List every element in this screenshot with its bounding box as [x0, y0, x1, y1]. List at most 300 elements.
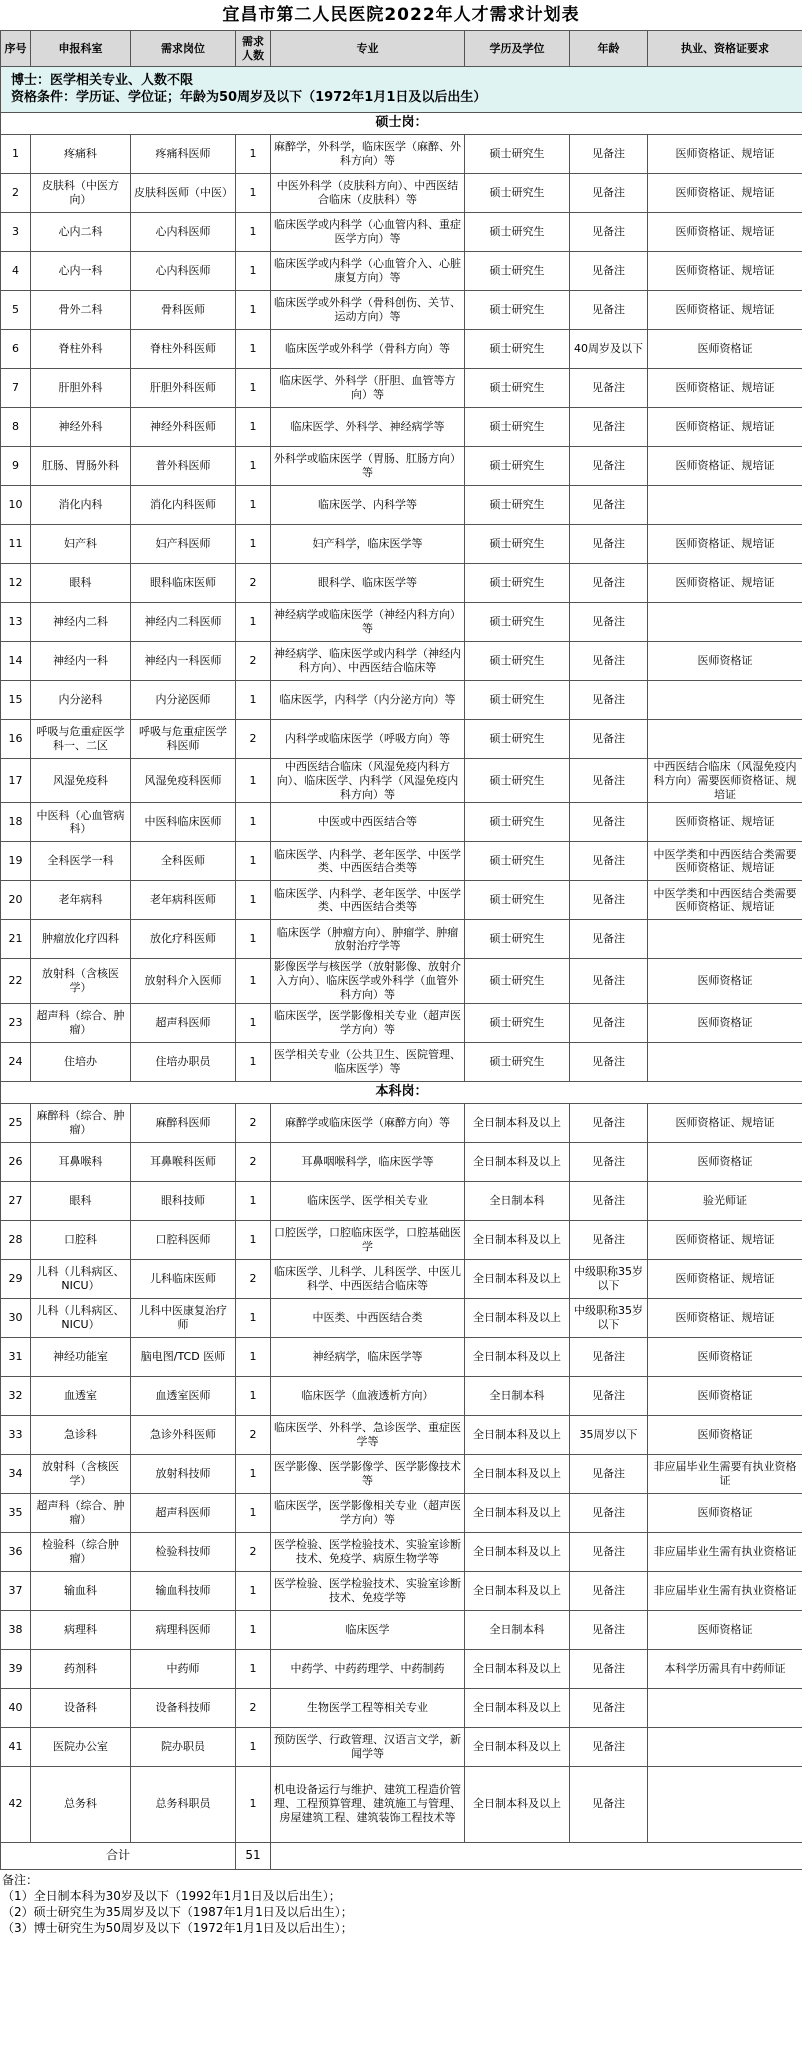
- cell-department: 肿瘤放化疗四科: [31, 920, 131, 959]
- cell-department: 眼科: [31, 1181, 131, 1220]
- table-row: [1, 1103, 802, 1142]
- total-label: 合计: [1, 1842, 236, 1869]
- cell-education: 全日制本科及以上: [465, 1103, 570, 1142]
- section-bachelor-label: 本科岗：: [1, 1081, 802, 1103]
- cell-department: 急诊科: [31, 1415, 131, 1454]
- table-row: [1, 1376, 802, 1415]
- cell-no: 14: [1, 642, 31, 681]
- cell-major: 外科学或临床医学（胃肠、肛肠方向）等: [271, 447, 465, 486]
- cell-position: 设备科技师: [131, 1688, 236, 1727]
- cell-major: 中药学、中药药理学、中药制药: [271, 1649, 465, 1688]
- cell-no: 35: [1, 1493, 31, 1532]
- cell-age: 见备注: [570, 1688, 648, 1727]
- cell-age: 见备注: [570, 1181, 648, 1220]
- cell-age: 35周岁以下: [570, 1415, 648, 1454]
- cell-major: 医学影像、医学影像学、医学影像技术等: [271, 1454, 465, 1493]
- cell-age: 见备注: [570, 135, 648, 174]
- cell-count: 1: [236, 842, 271, 881]
- cell-education: 全日制本科及以上: [465, 1493, 570, 1532]
- cell-certificate: 中西医结合临床（风湿免疫内科方向）需要医师资格证、规培证: [648, 759, 802, 803]
- cell-department: 疼痛科: [31, 135, 131, 174]
- cell-count: 2: [236, 1142, 271, 1181]
- cell-education: 硕士研究生: [465, 291, 570, 330]
- cell-no: 16: [1, 720, 31, 759]
- cell-age: 见备注: [570, 920, 648, 959]
- cell-department: 脊柱外科: [31, 330, 131, 369]
- cell-certificate: 医师资格证: [648, 1610, 802, 1649]
- cell-department: 口腔科: [31, 1220, 131, 1259]
- cell-education: 硕士研究生: [465, 330, 570, 369]
- header-age: 年龄: [570, 31, 648, 67]
- table-row: [1, 1688, 802, 1727]
- cell-age: 见备注: [570, 1610, 648, 1649]
- cell-major: 影像医学与核医学（放射影像、放射介入方向）、临床医学或外科学（血管外科方向）等: [271, 959, 465, 1003]
- cell-certificate: 医师资格证、规培证: [648, 525, 802, 564]
- cell-education: 硕士研究生: [465, 135, 570, 174]
- cell-department: 妇产科: [31, 525, 131, 564]
- cell-count: 1: [236, 369, 271, 408]
- cell-age: 见备注: [570, 720, 648, 759]
- cell-count: 2: [236, 642, 271, 681]
- cell-education: 硕士研究生: [465, 881, 570, 920]
- cell-no: 2: [1, 174, 31, 213]
- cell-major: 临床医学、内科学、老年医学、中医学类、中西医结合类等: [271, 842, 465, 881]
- cell-age: 见备注: [570, 959, 648, 1003]
- cell-no: 17: [1, 759, 31, 803]
- cell-count: 1: [236, 1298, 271, 1337]
- cell-department: 血透室: [31, 1376, 131, 1415]
- cell-department: 检验科（综合肿瘤）: [31, 1532, 131, 1571]
- cell-education: 全日制本科及以上: [465, 1688, 570, 1727]
- header-major: 专业: [271, 31, 465, 67]
- cell-age: 见备注: [570, 1376, 648, 1415]
- cell-major: 临床医学或内科学（心血管介入、心脏康复方向）等: [271, 252, 465, 291]
- cell-department: 全科医学一科: [31, 842, 131, 881]
- cell-no: 8: [1, 408, 31, 447]
- cell-no: 40: [1, 1688, 31, 1727]
- cell-no: 41: [1, 1727, 31, 1766]
- note-1: （1）全日制本科为30岁及以下（1992年1月1日及以后出生）；: [2, 1888, 341, 1903]
- cell-department: 内分泌科: [31, 681, 131, 720]
- cell-no: 6: [1, 330, 31, 369]
- notes-heading: 备注：: [2, 1872, 39, 1887]
- cell-certificate: 医师资格证: [648, 1337, 802, 1376]
- cell-no: 36: [1, 1532, 31, 1571]
- cell-count: 1: [236, 1610, 271, 1649]
- table-row: [1, 1610, 802, 1649]
- cell-count: 2: [236, 564, 271, 603]
- cell-position: 神经内二科医师: [131, 603, 236, 642]
- cell-count: 2: [236, 1259, 271, 1298]
- cell-major: 临床医学、内科学等: [271, 486, 465, 525]
- table-row: [1, 291, 802, 330]
- cell-education: 全日制本科及以上: [465, 1142, 570, 1181]
- header-count: 需求人数: [236, 31, 271, 67]
- table-row: [1, 720, 802, 759]
- table-row: [1, 447, 802, 486]
- cell-department: 神经外科: [31, 408, 131, 447]
- cell-count: 2: [236, 1688, 271, 1727]
- cell-major: 神经病学或临床医学（神经内科方向）等: [271, 603, 465, 642]
- cell-age: 见备注: [570, 803, 648, 842]
- cell-position: 肝胆外科医师: [131, 369, 236, 408]
- cell-department: 心内一科: [31, 252, 131, 291]
- cell-department: 老年病科: [31, 881, 131, 920]
- cell-certificate: [648, 1042, 802, 1081]
- cell-education: 全日制本科及以上: [465, 1259, 570, 1298]
- table-row: [1, 1298, 802, 1337]
- cell-count: 1: [236, 959, 271, 1003]
- cell-age: 见备注: [570, 564, 648, 603]
- cell-no: 19: [1, 842, 31, 881]
- cell-age: 见备注: [570, 525, 648, 564]
- cell-no: 9: [1, 447, 31, 486]
- table-row: [1, 486, 802, 525]
- cell-age: 40周岁及以下: [570, 330, 648, 369]
- cell-age: 见备注: [570, 1337, 648, 1376]
- cell-position: 急诊外科医师: [131, 1415, 236, 1454]
- table-row: [1, 959, 802, 1003]
- cell-certificate: [648, 1688, 802, 1727]
- cell-certificate: 验光师证: [648, 1181, 802, 1220]
- cell-no: 34: [1, 1454, 31, 1493]
- talent-demand-table: [0, 30, 802, 1870]
- cell-position: 风湿免疫科医师: [131, 759, 236, 803]
- cell-age: 见备注: [570, 1220, 648, 1259]
- table-row: [1, 1259, 802, 1298]
- cell-department: 儿科（儿科病区、NICU）: [31, 1298, 131, 1337]
- cell-certificate: [648, 603, 802, 642]
- cell-no: 5: [1, 291, 31, 330]
- cell-department: 儿科（儿科病区、NICU）: [31, 1259, 131, 1298]
- cell-major: 临床医学、内科学、老年医学、中医学类、中西医结合类等: [271, 881, 465, 920]
- cell-major: 临床医学、医学相关专业: [271, 1181, 465, 1220]
- cell-department: 药剂科: [31, 1649, 131, 1688]
- cell-count: 1: [236, 1571, 271, 1610]
- cell-department: 总务科: [31, 1766, 131, 1842]
- cell-certificate: [648, 486, 802, 525]
- cell-age: 见备注: [570, 1649, 648, 1688]
- cell-certificate: 医师资格证、规培证: [648, 174, 802, 213]
- table-row: [1, 135, 802, 174]
- cell-count: 1: [236, 1337, 271, 1376]
- cell-major: 医学检验、医学检验技术、实验室诊断技术、免疫学、病原生物学等: [271, 1532, 465, 1571]
- cell-count: 2: [236, 1532, 271, 1571]
- cell-age: 见备注: [570, 881, 648, 920]
- cell-age: 见备注: [570, 174, 648, 213]
- cell-position: 心内科医师: [131, 213, 236, 252]
- cell-no: 33: [1, 1415, 31, 1454]
- cell-major: 麻醉学或临床医学（麻醉方向）等: [271, 1103, 465, 1142]
- cell-age: 见备注: [570, 291, 648, 330]
- cell-education: 硕士研究生: [465, 252, 570, 291]
- cell-major: 生物医学工程等相关专业: [271, 1688, 465, 1727]
- cell-department: 住培办: [31, 1042, 131, 1081]
- table-header-row: [1, 31, 802, 67]
- cell-position: 口腔科医师: [131, 1220, 236, 1259]
- cell-major: 临床医学，医学影像相关专业（超声医学方向）等: [271, 1493, 465, 1532]
- cell-major: 临床医学或外科学（骨科方向）等: [271, 330, 465, 369]
- cell-major: 临床医学: [271, 1610, 465, 1649]
- table-row: [1, 1042, 802, 1081]
- cell-major: 临床医学（血液透析方向）: [271, 1376, 465, 1415]
- cell-count: 1: [236, 1454, 271, 1493]
- cell-major: 中医类、中西医结合类: [271, 1298, 465, 1337]
- cell-position: 疼痛科医师: [131, 135, 236, 174]
- cell-major: 医学相关专业（公共卫生、医院管理、临床医学）等: [271, 1042, 465, 1081]
- table-row: [1, 1571, 802, 1610]
- cell-major: 妇产科学，临床医学等: [271, 525, 465, 564]
- cell-certificate: 非应届毕业生需有执业资格证: [648, 1532, 802, 1571]
- cell-education: 硕士研究生: [465, 959, 570, 1003]
- cell-position: 儿科中医康复治疗师: [131, 1298, 236, 1337]
- cell-no: 4: [1, 252, 31, 291]
- cell-major: 临床医学，医学影像相关专业（超声医学方向）等: [271, 1003, 465, 1042]
- cell-education: 硕士研究生: [465, 720, 570, 759]
- table-row: [1, 642, 802, 681]
- cell-certificate: 医师资格证、规培证: [648, 1103, 802, 1142]
- cell-no: 20: [1, 881, 31, 920]
- cell-position: 全科医师: [131, 842, 236, 881]
- cell-age: 中级职称35岁以下: [570, 1259, 648, 1298]
- cell-age: 见备注: [570, 369, 648, 408]
- cell-major: 医学检验、医学检验技术、实验室诊断技术、免疫学等: [271, 1571, 465, 1610]
- cell-major: 临床医学，内科学（内分泌方向）等: [271, 681, 465, 720]
- table-row: [1, 1220, 802, 1259]
- cell-no: 18: [1, 803, 31, 842]
- cell-no: 1: [1, 135, 31, 174]
- cell-age: 见备注: [570, 1003, 648, 1042]
- cell-major: 临床医学、外科学（肝胆、血管等方向）等: [271, 369, 465, 408]
- cell-position: 心内科医师: [131, 252, 236, 291]
- cell-education: 全日制本科及以上: [465, 1532, 570, 1571]
- table-row: [1, 1415, 802, 1454]
- table-row: [1, 842, 802, 881]
- cell-age: 见备注: [570, 1727, 648, 1766]
- cell-age: 见备注: [570, 1532, 648, 1571]
- cell-certificate: 医师资格证、规培证: [648, 291, 802, 330]
- cell-department: 呼吸与危重症医学科一、二区: [31, 720, 131, 759]
- table-row: [1, 174, 802, 213]
- cell-department: 神经功能室: [31, 1337, 131, 1376]
- table-row: [1, 252, 802, 291]
- total-value: 51: [236, 1842, 271, 1869]
- page-title: 宜昌市第二人民医院2022年人才需求计划表: [222, 5, 580, 25]
- cell-age: 中级职称35岁以下: [570, 1298, 648, 1337]
- cell-count: 1: [236, 291, 271, 330]
- table-row: [1, 525, 802, 564]
- cell-certificate: 医师资格证、规培证: [648, 1298, 802, 1337]
- cell-certificate: 医师资格证: [648, 1376, 802, 1415]
- cell-position: 眼科技师: [131, 1181, 236, 1220]
- cell-education: 全日制本科及以上: [465, 1649, 570, 1688]
- cell-no: 31: [1, 1337, 31, 1376]
- cell-count: 1: [236, 408, 271, 447]
- table-row: [1, 369, 802, 408]
- cell-department: 放射科（含核医学）: [31, 959, 131, 1003]
- cell-no: 3: [1, 213, 31, 252]
- cell-position: 病理科医师: [131, 1610, 236, 1649]
- cell-department: 输血科: [31, 1571, 131, 1610]
- cell-certificate: 医师资格证、规培证: [648, 408, 802, 447]
- cell-certificate: 本科学历需具有中药师证: [648, 1649, 802, 1688]
- cell-position: 骨科医师: [131, 291, 236, 330]
- notes: [0, 1872, 802, 1936]
- cell-department: 中医科（心血管病科）: [31, 803, 131, 842]
- cell-count: 1: [236, 1376, 271, 1415]
- table-row: [1, 1337, 802, 1376]
- cell-no: 22: [1, 959, 31, 1003]
- cell-position: 脊柱外科医师: [131, 330, 236, 369]
- cell-no: 7: [1, 369, 31, 408]
- cell-position: 放化疗科医师: [131, 920, 236, 959]
- cell-education: 全日制本科及以上: [465, 1454, 570, 1493]
- cell-count: 1: [236, 681, 271, 720]
- cell-certificate: 医师资格证、规培证: [648, 564, 802, 603]
- cell-no: 25: [1, 1103, 31, 1142]
- cell-department: 骨外二科: [31, 291, 131, 330]
- cell-no: 37: [1, 1571, 31, 1610]
- cell-education: 硕士研究生: [465, 1042, 570, 1081]
- cell-position: 检验科技师: [131, 1532, 236, 1571]
- cell-count: 1: [236, 1003, 271, 1042]
- cell-department: 麻醉科（综合、肿瘤）: [31, 1103, 131, 1142]
- cell-count: 1: [236, 525, 271, 564]
- cell-certificate: 非应届毕业生需有执业资格证: [648, 1571, 802, 1610]
- cell-count: 1: [236, 1727, 271, 1766]
- cell-education: 全日制本科及以上: [465, 1298, 570, 1337]
- cell-age: 见备注: [570, 759, 648, 803]
- cell-certificate: 医师资格证、规培证: [648, 1259, 802, 1298]
- cell-count: 1: [236, 486, 271, 525]
- cell-position: 超声科医师: [131, 1493, 236, 1532]
- cell-no: 27: [1, 1181, 31, 1220]
- table-row: [1, 564, 802, 603]
- cell-major: 机电设备运行与维护、建筑工程造价管理、工程预算管理、建筑施工与管理、房屋建筑工程、建筑装饰工程技术等: [271, 1766, 465, 1842]
- cell-count: 1: [236, 1649, 271, 1688]
- cell-education: 硕士研究生: [465, 369, 570, 408]
- cell-department: 眼科: [31, 564, 131, 603]
- cell-position: 输血科技师: [131, 1571, 236, 1610]
- cell-position: 中药师: [131, 1649, 236, 1688]
- cell-position: 院办职员: [131, 1727, 236, 1766]
- cell-count: 1: [236, 881, 271, 920]
- cell-department: 超声科（综合、肿瘤）: [31, 1493, 131, 1532]
- note-3: （3）博士研究生为50周岁及以下（1972年1月1日及以后出生）；: [2, 1920, 353, 1935]
- cell-major: 眼科学、临床医学等: [271, 564, 465, 603]
- cell-age: 见备注: [570, 1493, 648, 1532]
- cell-major: 神经病学、临床医学或内科学（神经内科方向）、中西医结合临床等: [271, 642, 465, 681]
- cell-department: 设备科: [31, 1688, 131, 1727]
- cell-certificate: 医师资格证: [648, 330, 802, 369]
- cell-position: 皮肤科医师（中医）: [131, 174, 236, 213]
- cell-department: 风湿免疫科: [31, 759, 131, 803]
- cell-certificate: [648, 1766, 802, 1842]
- cell-department: 心内二科: [31, 213, 131, 252]
- cell-count: 1: [236, 213, 271, 252]
- cell-certificate: 医师资格证、规培证: [648, 135, 802, 174]
- cell-no: 21: [1, 920, 31, 959]
- table-row: [1, 920, 802, 959]
- table-row: [1, 1766, 802, 1842]
- cell-count: 1: [236, 1042, 271, 1081]
- cell-major: 临床医学、外科学、急诊医学、重症医学等: [271, 1415, 465, 1454]
- cell-age: 见备注: [570, 213, 648, 252]
- cell-no: 30: [1, 1298, 31, 1337]
- cell-department: 超声科（综合、肿瘤）: [31, 1003, 131, 1042]
- cell-no: 39: [1, 1649, 31, 1688]
- cell-count: 1: [236, 920, 271, 959]
- cell-education: 硕士研究生: [465, 681, 570, 720]
- cell-position: 内分泌医师: [131, 681, 236, 720]
- doctorate-conditions: 资格条件：学历证、学位证；年龄为50周岁及以下（1972年1月1日及以后出生）: [11, 89, 487, 105]
- table-row: [1, 803, 802, 842]
- cell-count: 1: [236, 447, 271, 486]
- cell-major: 内科学或临床医学（呼吸方向）等: [271, 720, 465, 759]
- cell-department: 耳鼻喉科: [31, 1142, 131, 1181]
- cell-certificate: 医师资格证、规培证: [648, 1220, 802, 1259]
- cell-position: 儿科临床医师: [131, 1259, 236, 1298]
- table-row: [1, 759, 802, 803]
- cell-age: 见备注: [570, 1454, 648, 1493]
- cell-no: 23: [1, 1003, 31, 1042]
- cell-education: 硕士研究生: [465, 447, 570, 486]
- cell-certificate: 医师资格证、规培证: [648, 369, 802, 408]
- cell-certificate: 医师资格证、规培证: [648, 803, 802, 842]
- section-bachelor-heading: [1, 1081, 802, 1103]
- cell-education: 全日制本科: [465, 1610, 570, 1649]
- table-row: [1, 213, 802, 252]
- cell-count: 1: [236, 174, 271, 213]
- cell-age: 见备注: [570, 1042, 648, 1081]
- cell-age: 见备注: [570, 603, 648, 642]
- doctorate-line: 博士：医学相关专业、人数不限: [11, 73, 194, 89]
- cell-position: 神经外科医师: [131, 408, 236, 447]
- cell-no: 13: [1, 603, 31, 642]
- cell-certificate: [648, 681, 802, 720]
- cell-count: 1: [236, 803, 271, 842]
- header-position: 需求岗位: [131, 31, 236, 67]
- cell-no: 26: [1, 1142, 31, 1181]
- table-row: [1, 1454, 802, 1493]
- cell-major: 临床医学或外科学（骨科创伤、关节、运动方向）等: [271, 291, 465, 330]
- cell-certificate: [648, 720, 802, 759]
- cell-age: 见备注: [570, 447, 648, 486]
- cell-age: 见备注: [570, 1103, 648, 1142]
- cell-major: 耳鼻咽喉科学，临床医学等: [271, 1142, 465, 1181]
- cell-no: 28: [1, 1220, 31, 1259]
- cell-count: 1: [236, 1181, 271, 1220]
- cell-department: 肝胆外科: [31, 369, 131, 408]
- cell-certificate: 中医学类和中西医结合类需要医师资格证、规培证: [648, 842, 802, 881]
- cell-position: 神经内一科医师: [131, 642, 236, 681]
- cell-department: 皮肤科（中医方向）: [31, 174, 131, 213]
- cell-position: 中医科临床医师: [131, 803, 236, 842]
- cell-education: 硕士研究生: [465, 486, 570, 525]
- cell-position: 总务科职员: [131, 1766, 236, 1842]
- cell-position: 妇产科医师: [131, 525, 236, 564]
- cell-department: 肛肠、胃肠外科: [31, 447, 131, 486]
- table-row: [1, 1181, 802, 1220]
- cell-certificate: [648, 920, 802, 959]
- cell-no: 29: [1, 1259, 31, 1298]
- cell-age: 见备注: [570, 1766, 648, 1842]
- cell-count: 1: [236, 330, 271, 369]
- doctorate-band: [1, 67, 802, 113]
- cell-major: 临床医学、外科学、神经病学等: [271, 408, 465, 447]
- cell-education: 全日制本科及以上: [465, 1727, 570, 1766]
- cell-age: 见备注: [570, 681, 648, 720]
